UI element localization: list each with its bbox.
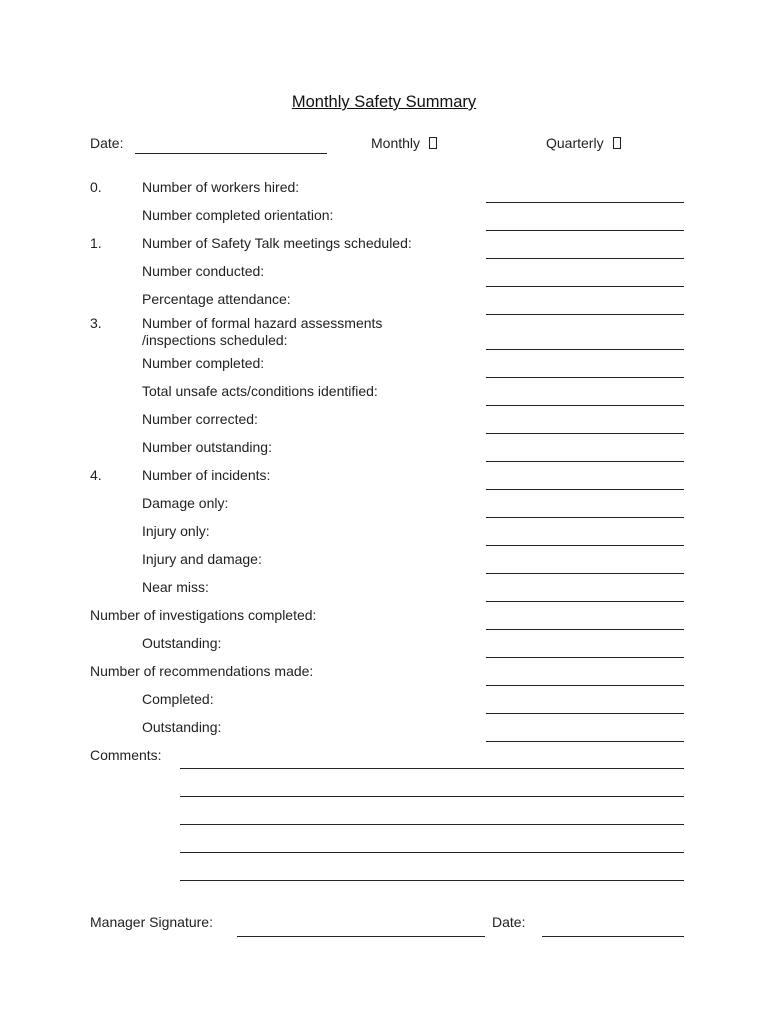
investigations-outstanding-label: Outstanding: bbox=[142, 635, 222, 651]
investigations-outstanding-field[interactable] bbox=[486, 657, 684, 658]
date-label: Date: bbox=[90, 135, 124, 151]
recommendations-made-label: Number of recommendations made: bbox=[90, 663, 314, 679]
number-corrected-label: Number corrected: bbox=[142, 411, 258, 427]
injury-only-label: Injury only: bbox=[142, 523, 210, 539]
meetings-conducted-field[interactable] bbox=[486, 286, 684, 287]
comments-line[interactable] bbox=[180, 880, 684, 881]
assessments-completed-label: Number completed: bbox=[142, 355, 265, 371]
date-field[interactable] bbox=[135, 153, 327, 154]
quarterly-checkbox[interactable] bbox=[613, 137, 621, 149]
safety-talk-scheduled-field[interactable] bbox=[486, 258, 684, 259]
recommendations-completed-label: Completed: bbox=[142, 691, 214, 707]
manager-signature-label: Manager Signature: bbox=[90, 914, 213, 930]
form-title: Monthly Safety Summary bbox=[291, 93, 477, 111]
comments-line[interactable] bbox=[180, 768, 684, 769]
monthly-label: Monthly bbox=[371, 135, 421, 151]
comments-label: Comments: bbox=[90, 747, 162, 763]
comments-line[interactable] bbox=[180, 852, 684, 853]
damage-only-field[interactable] bbox=[486, 517, 684, 518]
investigations-completed-label: Number of investigations completed: bbox=[90, 607, 317, 623]
injury-and-damage-label: Injury and damage: bbox=[142, 551, 262, 567]
percentage-attendance-label: Percentage attendance: bbox=[142, 291, 291, 307]
injury-and-damage-field[interactable] bbox=[486, 573, 684, 574]
unsafe-acts-label: Total unsafe acts/conditions identified: bbox=[142, 383, 378, 399]
monthly-option[interactable] bbox=[371, 135, 437, 152]
percentage-attendance-field[interactable] bbox=[486, 314, 684, 315]
safety-talk-scheduled-label: Number of Safety Talk meetings scheduled: bbox=[142, 235, 412, 251]
workers-hired-label: Number of workers hired: bbox=[142, 179, 300, 195]
item-number: 1. bbox=[90, 235, 102, 251]
incidents-label: Number of incidents: bbox=[142, 467, 271, 483]
hazard-assessments-field[interactable] bbox=[486, 349, 684, 350]
recommendations-made-field[interactable] bbox=[486, 685, 684, 686]
item-number: 0. bbox=[90, 179, 102, 195]
quarterly-label: Quarterly bbox=[546, 135, 604, 151]
injury-only-field[interactable] bbox=[486, 545, 684, 546]
hazard-assessments-label-cont: /inspections scheduled: bbox=[142, 332, 288, 348]
signature-date-label: Date: bbox=[492, 914, 526, 930]
near-miss-field[interactable] bbox=[486, 601, 684, 602]
monthly-checkbox[interactable] bbox=[429, 137, 437, 149]
orientation-completed-label: Number completed orientation: bbox=[142, 207, 334, 223]
damage-only-label: Damage only: bbox=[142, 495, 229, 511]
hazard-assessments-label: Number of formal hazard assessments bbox=[142, 315, 383, 331]
signature-date-field[interactable] bbox=[542, 936, 684, 937]
manager-signature-field[interactable] bbox=[237, 936, 485, 937]
unsafe-acts-field[interactable] bbox=[486, 405, 684, 406]
meetings-conducted-label: Number conducted: bbox=[142, 263, 265, 279]
number-outstanding-label: Number outstanding: bbox=[142, 439, 272, 455]
assessments-completed-field[interactable] bbox=[486, 377, 684, 378]
investigations-completed-field[interactable] bbox=[486, 629, 684, 630]
comments-line[interactable] bbox=[180, 796, 684, 797]
near-miss-label: Near miss: bbox=[142, 579, 209, 595]
orientation-completed-field[interactable] bbox=[486, 230, 684, 231]
recommendations-outstanding-field[interactable] bbox=[486, 741, 684, 742]
number-outstanding-field[interactable] bbox=[486, 461, 684, 462]
item-number: 3. bbox=[90, 315, 102, 331]
number-corrected-field[interactable] bbox=[486, 433, 684, 434]
item-number: 4. bbox=[90, 467, 102, 483]
quarterly-option[interactable] bbox=[546, 135, 621, 152]
recommendations-outstanding-label: Outstanding: bbox=[142, 719, 222, 735]
incidents-field[interactable] bbox=[486, 489, 684, 490]
recommendations-completed-field[interactable] bbox=[486, 713, 684, 714]
workers-hired-field[interactable] bbox=[486, 202, 684, 203]
comments-line[interactable] bbox=[180, 824, 684, 825]
